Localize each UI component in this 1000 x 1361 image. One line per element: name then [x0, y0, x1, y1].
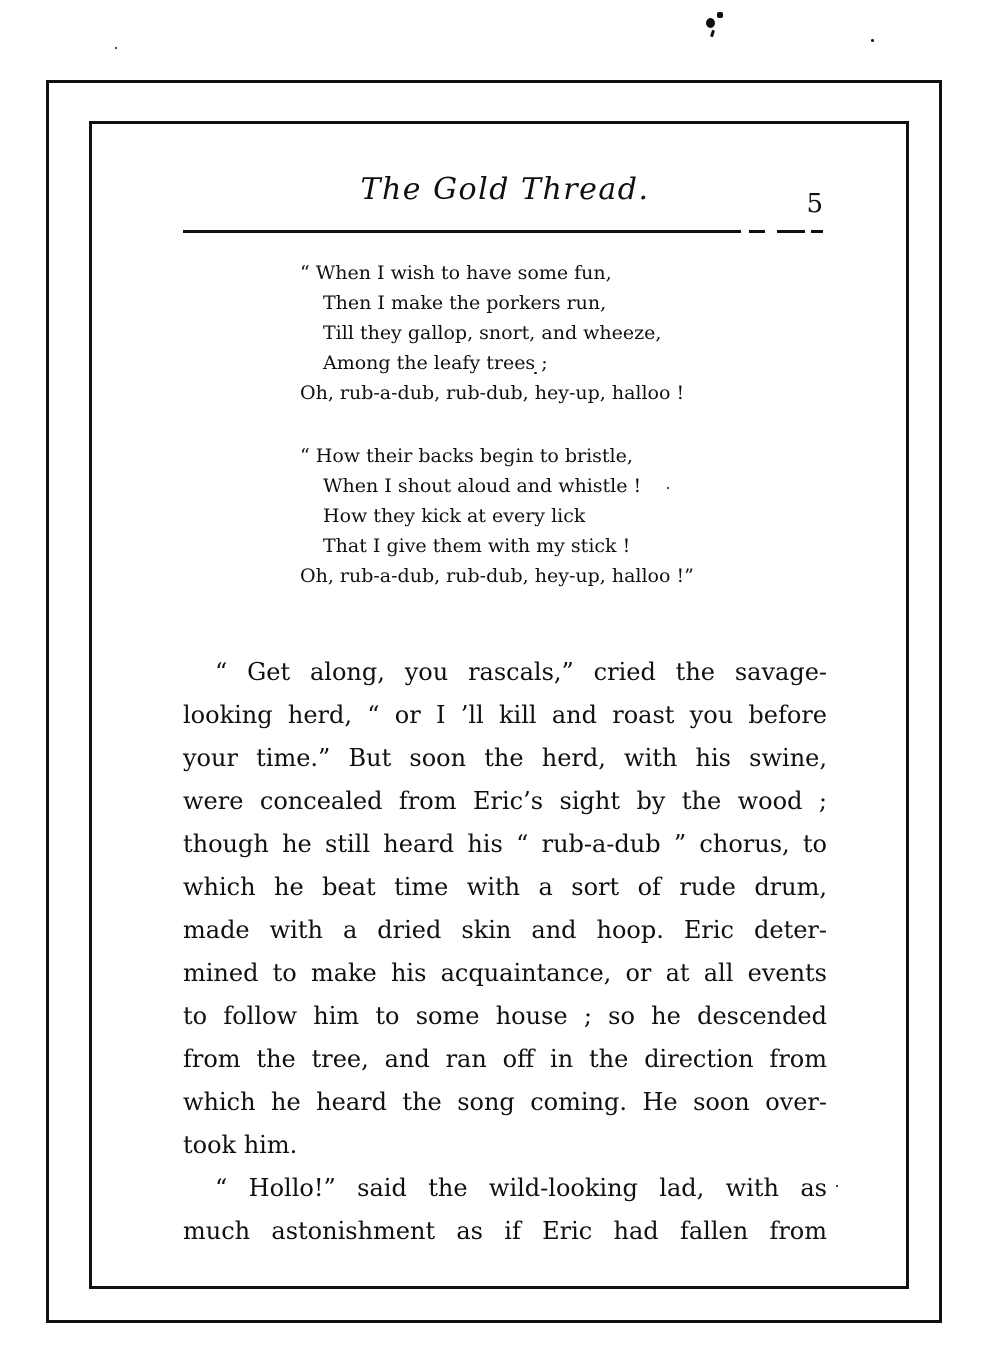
ink-speck [710, 30, 715, 38]
prose-line: which he beat time with a sort of rude drum, [183, 873, 827, 901]
verse-line: Among the leafy trees ; [323, 352, 548, 374]
ink-speck [717, 12, 723, 18]
prose-line: much astonishment as if Eric had fallen from [183, 1217, 827, 1245]
ink-speck [115, 47, 117, 49]
running-header [183, 124, 827, 219]
prose-line: to follow him to some house ; so he descended [183, 1002, 827, 1030]
outer-frame-border [46, 80, 942, 1323]
prose-line: were concealed from Eric’s sight by the wood ; [183, 787, 827, 815]
prose-line: mined to make his acquaintance, or at all events [183, 959, 827, 987]
inner-frame-border [89, 121, 909, 1289]
verse-line: That I give them with my stick ! [323, 535, 631, 557]
prose-line: made with a dried skin and hoop. Eric deter- [183, 916, 827, 944]
page-title: The Gold Thread. [360, 172, 650, 207]
page-content [183, 124, 827, 1286]
prose-line: “ Hollo!” said the wild-looking lad, with as [215, 1174, 827, 1202]
verse-line: Till they gallop, snort, and wheeze, [323, 322, 662, 344]
prose-line: though he still heard his “ rub-a-dub ” chorus, to [183, 830, 827, 858]
ink-speck [706, 18, 715, 28]
verse-line: Oh, rub-a-dub, rub-dub, hey-up, halloo !” [300, 565, 694, 587]
verse-line: “ How their backs begin to bristle, [300, 445, 633, 467]
verse-line: Oh, rub-a-dub, rub-dub, hey-up, halloo ! [300, 382, 685, 404]
verse-line: Then I make the porkers run, [323, 292, 607, 314]
prose-line: looking herd, “ or I ’ll kill and roast you before [183, 701, 827, 729]
prose-line: “ Get along, you rascals,” cried the savage- [215, 658, 827, 686]
header-rule [183, 230, 823, 233]
prose-line: which he heard the song coming. He soon over- [183, 1088, 827, 1116]
prose-paragraph-1 [183, 651, 827, 1167]
poem-stanza-1 [183, 258, 827, 408]
prose-line: took him. [183, 1131, 298, 1159]
prose-line: from the tree, and ran off in the direction from [183, 1045, 827, 1073]
poem-stanza-2 [183, 441, 827, 591]
verse-line: How they kick at every lick [323, 505, 586, 527]
prose-line: your time.” But soon the herd, with his swine, [183, 744, 827, 772]
verse-line: “ When I wish to have some fun, [300, 262, 612, 284]
page-number: 5 [806, 189, 823, 219]
ink-speck [871, 39, 874, 42]
verse-line: When I shout aloud and whistle ! [323, 475, 642, 497]
prose-paragraph-2 [183, 1167, 827, 1253]
